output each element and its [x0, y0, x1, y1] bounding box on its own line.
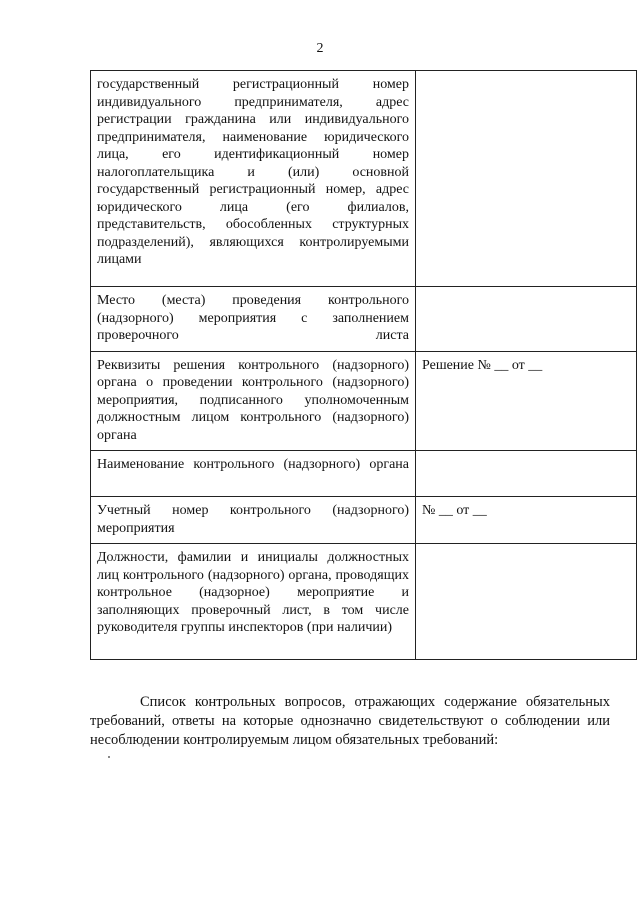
- table-row: [91, 451, 637, 497]
- scan-dot-mark: [108, 756, 110, 758]
- row-value-registration-number: № __ от __: [416, 497, 637, 544]
- table-row: [91, 497, 637, 544]
- inspection-info-table: [90, 70, 637, 660]
- row-label-authority-name: Наименование контрольного (надзорного) органа: [91, 451, 416, 497]
- row-value-decision-details: Решение № __ от __: [416, 351, 637, 451]
- row-value-authority-name: [416, 451, 637, 497]
- row-label-officials: Должности, фамилии и инициалы должностных лиц контрольного (надзорного) органа, проводящих контрольное (надзорное) мероприятие и заполняющих проверочный лист, в том числе руководителя группы инспекторов (при наличии): [91, 544, 416, 660]
- table-row: [91, 544, 637, 660]
- row-label-decision-details: Реквизиты решения контрольного (надзорного) органа о проведении контрольного (надзорного) мероприятия, подписанного уполномоченным должностным лицом контрольного (надзорного) органа: [91, 351, 416, 451]
- table-row: [91, 351, 637, 451]
- row-value-inspection-place: [416, 287, 637, 352]
- row-value-contractor-details: [416, 71, 637, 287]
- row-label-registration-number: Учетный номер контрольного (надзорного) мероприятия: [91, 497, 416, 544]
- row-label-contractor-details: государственный регистрационный номер индивидуального предпринимателя, адрес регистрации гражданина или индивидуального предпринимателя, наименование юридического лица, его идентификационный номер налогоплательщика и (или) основной государственный регистрационный номер, адрес юридического лица (его филиалов, представительств, обособленных структурных подразделений), являющихся контролируемыми лицами: [91, 71, 416, 287]
- table-row: [91, 71, 637, 287]
- page-number: 2: [316, 41, 324, 56]
- row-label-inspection-place: Место (места) проведения контрольного (надзорного) мероприятия с заполнением проверочного листа: [91, 287, 416, 352]
- checklist-intro-paragraph: Список контрольных вопросов, отражающих содержание обязательных требований, ответы на которые однозначно свидетельствуют о соблюдении или несоблюдении контролируемым лицом обязательных требований:: [90, 694, 610, 748]
- row-value-officials: [416, 544, 637, 660]
- table-row: [91, 287, 637, 352]
